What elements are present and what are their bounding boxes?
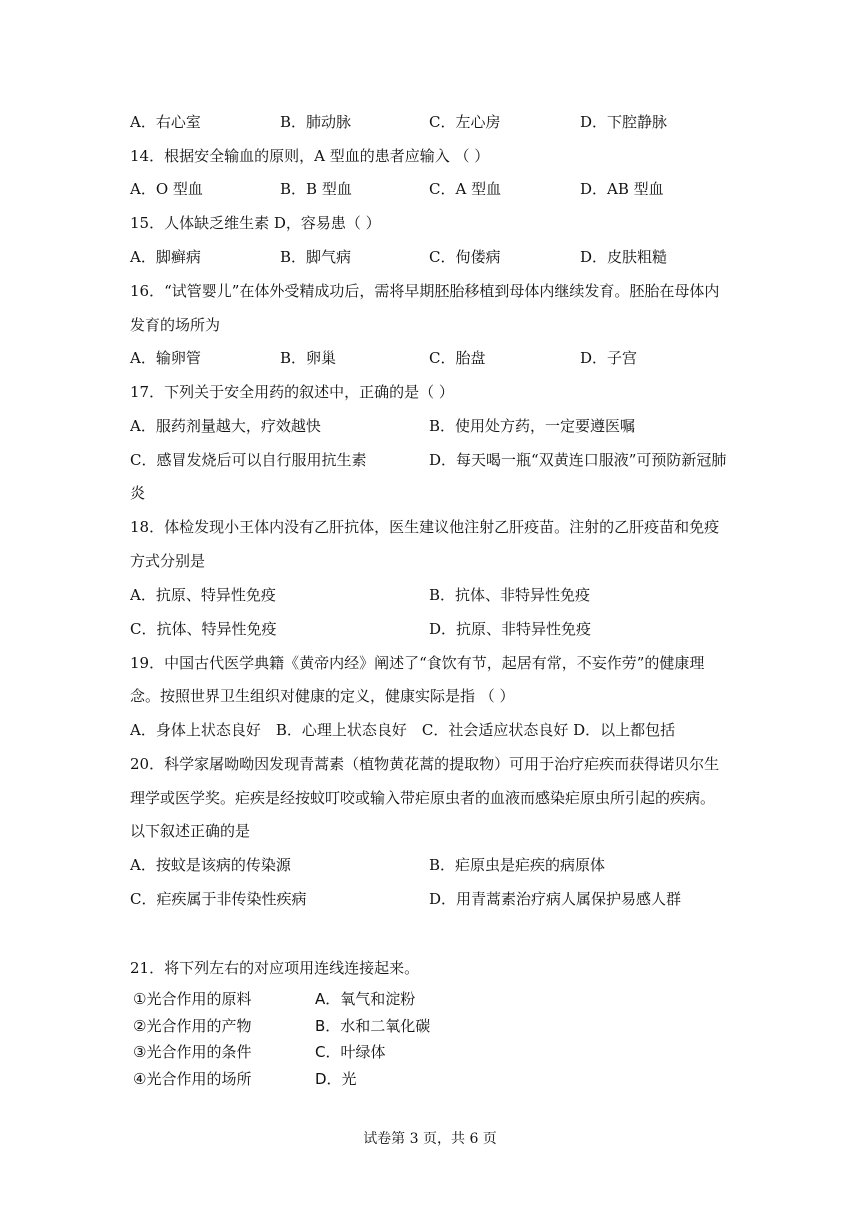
q20-stem-line-3: 以下叙述正确的是 — [130, 822, 251, 840]
q21-right-d: D．光 — [315, 1070, 357, 1088]
q19-stem-line-1: 19．中国古代医学典籍《黄帝内经》阐述了“食饮有节，起居有常，不妄作劳”的健康理 — [130, 654, 705, 672]
q14-stem: 14．根据安全输血的原则，A 型血的患者应输入 （ ） — [130, 147, 490, 165]
q17-option-c: C．感冒发烧后可以自行服用抗生素 — [130, 451, 367, 469]
q20-stem-line-1: 20．科学家屠呦呦因发现青蒿素（植物黄花蒿的提取物）可用于治疗疟疾而获得诺贝尔生 — [130, 755, 720, 773]
q15-stem: 15．人体缺乏维生素 D，容易患（ ） — [130, 214, 381, 232]
q19-options: A．身体上状态良好 B．心理上状态良好 C．社会适应状态良好 D．以上都包括 — [130, 721, 676, 739]
q20-option-a: A．按蚊是该病的传染源 — [130, 856, 291, 874]
q15-option-b: B．脚气病 — [280, 248, 352, 266]
q17-option-d-wrap: 炎 — [130, 484, 146, 502]
q19-stem-line-2: 念。按照世界卫生组织对健康的定义，健康实际是指 （ ） — [130, 687, 515, 705]
q18-stem-line-1: 18．体检发现小王体内没有乙肝抗体，医生建议他注射乙肝疫苗。注射的乙肝疫苗和免疫 — [130, 518, 720, 536]
q16-stem-line-1: 16．“试管婴儿”在体外受精成功后，需将早期胚胎移植到母体内继续发育。胚胎在母体内 — [130, 282, 720, 300]
q15-option-c: C．佝偻病 — [429, 248, 501, 266]
q21-right-c: C．叶绿体 — [315, 1043, 386, 1061]
page-footer: 试卷第 3 页，共 6 页 — [363, 1131, 497, 1147]
q17-option-a: A．服药剂量越大，疗效越快 — [130, 417, 321, 435]
q21-left-3: ③光合作用的条件 — [133, 1043, 252, 1061]
q21-left-4: ④光合作用的场所 — [133, 1070, 252, 1088]
q16-option-d: D．子宫 — [580, 349, 638, 367]
q16-option-a: A．输卵管 — [130, 349, 201, 367]
q18-option-a: A．抗原、特异性免疫 — [130, 586, 276, 604]
q21-left-2: ②光合作用的产物 — [133, 1017, 252, 1035]
q21-right-b: B．水和二氧化碳 — [315, 1017, 431, 1035]
q18-option-b: B．抗体、非特异性免疫 — [429, 586, 591, 604]
q20-stem-line-2: 理学或医学奖。疟疾是经按蚊叮咬或输入带疟原虫者的血液而感染疟原虫所引起的疾病。 — [130, 789, 716, 807]
q16-option-c: C．胎盘 — [429, 349, 486, 367]
q18-option-c: C．抗体、特异性免疫 — [130, 620, 277, 638]
q21-stem: 21．将下列左右的对应项用连线连接起来。 — [130, 959, 420, 977]
q17-option-b: B．使用处方药，一定要遵医嘱 — [429, 417, 636, 435]
q14-option-b: B．B 型血 — [280, 180, 352, 198]
q18-option-d: D．抗原、非特异性免疫 — [429, 620, 592, 638]
q13-option-b: B．肺动脉 — [280, 113, 352, 131]
q13-option-d: D．下腔静脉 — [580, 113, 668, 131]
q21-left-1: ①光合作用的原料 — [133, 990, 252, 1008]
q17-stem: 17．下列关于安全用药的叙述中，正确的是（ ） — [130, 383, 454, 401]
q17-option-d: D．每天喝一瓶“双黄连口服液”可预防新冠肺 — [429, 451, 727, 469]
q20-option-c: C．疟疾属于非传染性疾病 — [130, 890, 307, 908]
q15-option-a: A．脚癣病 — [130, 248, 201, 266]
q20-option-b: B．疟原虫是疟疾的病原体 — [429, 856, 606, 874]
q18-stem-line-2: 方式分别是 — [130, 552, 206, 570]
q20-option-d: D．用青蒿素治疗病人属保护易感人群 — [429, 890, 682, 908]
q16-option-b: B．卵巢 — [280, 349, 337, 367]
q21-right-a: A．氧气和淀粉 — [315, 990, 416, 1008]
q14-option-d: D．AB 型血 — [580, 180, 664, 198]
q15-option-d: D．皮肤粗糙 — [580, 248, 668, 266]
q16-stem-line-2: 发育的场所为 — [130, 316, 221, 334]
q13-option-c: C．左心房 — [429, 113, 501, 131]
q14-option-a: A．O 型血 — [130, 180, 203, 198]
q14-option-c: C．A 型血 — [429, 180, 502, 198]
q13-option-a: A．右心室 — [130, 113, 201, 131]
